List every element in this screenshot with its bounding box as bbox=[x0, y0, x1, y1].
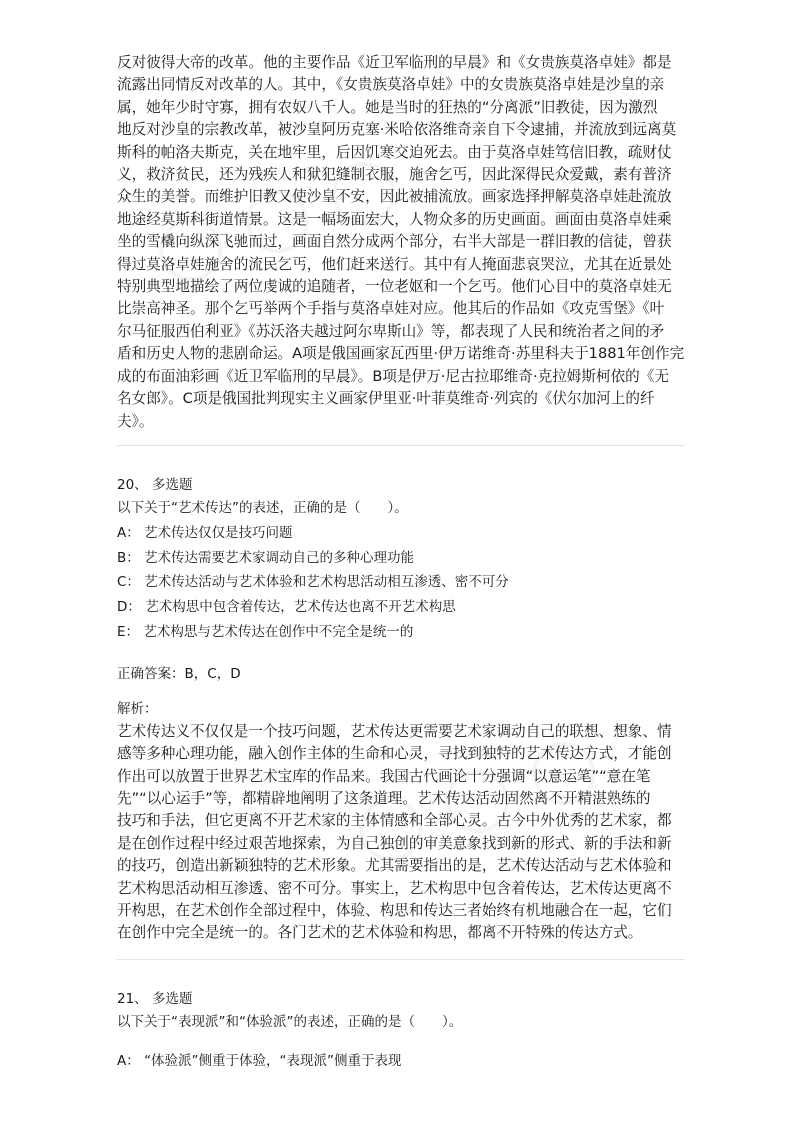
option-d bbox=[117, 595, 685, 620]
option-key: A： bbox=[117, 524, 140, 541]
option-a bbox=[117, 521, 685, 546]
option-text: 艺术传达仅仅是技巧问题 bbox=[144, 524, 293, 541]
option-key: A： bbox=[117, 1052, 140, 1069]
option-key: D： bbox=[117, 599, 141, 616]
option-text: 艺术传达活动与艺术体验和艺术构思活动相互渗透、密不可分 bbox=[144, 574, 509, 591]
question-21 bbox=[117, 988, 685, 1074]
question-number: 20、 多选题 bbox=[117, 476, 193, 493]
question-number: 21、 多选题 bbox=[117, 990, 193, 1007]
option-key: B： bbox=[117, 549, 140, 566]
analysis-text: 艺术传达义不仅仅是一个技巧问题，艺术传达更需要艺术家调动自己的联想、想象、情 感等多种心理功能，融入创作主体的生命和心灵，寻找到独特的艺术传达方式，才能创 作出可以放置于世界艺术宝库的作品来。我国古代画论十分强调“以意运笔”“意在笔 先”“以心运手”等，都精辟地阐明了这条道理。艺术传达活动固然离不开精湛熟练的 技巧和手法，但它更离不开艺术家的主体情感和全部心灵。古今中外优秀的艺术家，都 是在创作过程中经过艰苦地探索，为自己独创的审美意象找到新的形式、新的手法和新 的技巧，创造出新颖独特的艺术形象。尤其需要指出的是，艺术传达活动与艺术体验和 艺术构思活动相互渗透、密不可分。事实上，艺术构思中包含着传达，艺术传达更离不 开构思，在艺术创作全部过程中，体验、构思和传达三者始终有机地融合在一起，它们 在创作中完全是统一的。各门艺术的艺术体验和构思，都离不开特殊的传达方式。 bbox=[117, 722, 672, 942]
option-b bbox=[117, 546, 685, 571]
document-page bbox=[117, 52, 685, 1073]
option-c bbox=[117, 570, 685, 595]
question-20 bbox=[117, 474, 685, 945]
section-divider bbox=[117, 445, 685, 446]
question-text: 以下关于“艺术传达”的表述，正确的是（ ）。 bbox=[117, 499, 408, 516]
option-key: C： bbox=[117, 574, 140, 591]
option-key: E： bbox=[117, 623, 140, 640]
option-text: 艺术构思中包含着传达，艺术传达也离不开艺术构思 bbox=[145, 599, 456, 616]
option-text: “体验派”侧重于体验，“表现派”侧重于表现 bbox=[144, 1052, 402, 1069]
correct-answer: 正确答案：B，C，D bbox=[117, 665, 241, 682]
option-text: 艺术构思与艺术传达在创作中不完全是统一的 bbox=[143, 623, 414, 640]
section-divider bbox=[117, 959, 685, 960]
analysis-label: 解析： bbox=[117, 700, 158, 717]
option-a bbox=[117, 1049, 685, 1074]
question-text: 以下关于“表现派”和“体验派”的表述，正确的是（ ）。 bbox=[117, 1013, 463, 1030]
option-text: 艺术传达需要艺术家调动自己的多种心理功能 bbox=[144, 549, 415, 566]
option-e bbox=[117, 620, 685, 645]
passage-19-explanation: 反对彼得大帝的改革。他的主要作品《近卫军临刑的早晨》和《女贵族莫洛卓娃》都是 流露出同情反对改革的人。其中，《女贵族莫洛卓娃》中的女贵族莫洛卓娃是沙皇的亲 属，她年少时守寡，拥有农奴八千人。她是当时的狂热的“分离派”旧教徒，因为激烈 地反对沙皇的宗教改革，被沙皇阿历克塞·米哈依洛维奇亲自下令逮捕，并流放到远离莫 斯科的帕洛夫斯克，关在地牢里，后因饥寒交迫死去。由于莫洛卓娃笃信旧教，疏财仗 义，救济贫民，还为残疾人和狱犯缝制衣服，施舍乞丐，因此深得民众爱戴，素有普济 众生的美誉。而维护旧教又使沙皇不安，因此被捕流放。画家选择押解莫洛卓娃赴流放 地途经莫斯科街道情景。这是一幅场面宏大，人物众多的历史画面。画面由莫洛卓娃乘 坐的雪橇向纵深飞驰而过，画面自然分成两个部分，右半大部是一群旧教的信徒，曾获 得过莫洛卓娃施舍的流民乞丐，他们赶来送行。其中有人掩面悲哀哭泣，尤其在近景处 特别典型地描绘了两位虔诚的追随者，一位老妪和一个乞丐。他们心目中的莫洛卓娃无 比崇高神圣。那个乞丐举两个手指与莫洛卓娃对应。他其后的作品如《攻克雪堡》《叶 尔马征服西伯利亚》《苏沃洛夫越过阿尔卑斯山》等，都表现了人民和统治者之间的矛 盾和历史人物的悲剧命运。A项是俄国画家瓦西里·伊万诺维奇·苏里科夫于1881年创作完 成的布面油彩画《近卫军临刑的早晨》。B项是伊万·尼古拉耶维奇·克拉姆斯柯依的《无 名女郎》。C项是俄国批判现实主义画家伊里亚·叶菲莫维奇·列宾的《伏尔加河上的纤 夫》。 bbox=[117, 54, 685, 430]
